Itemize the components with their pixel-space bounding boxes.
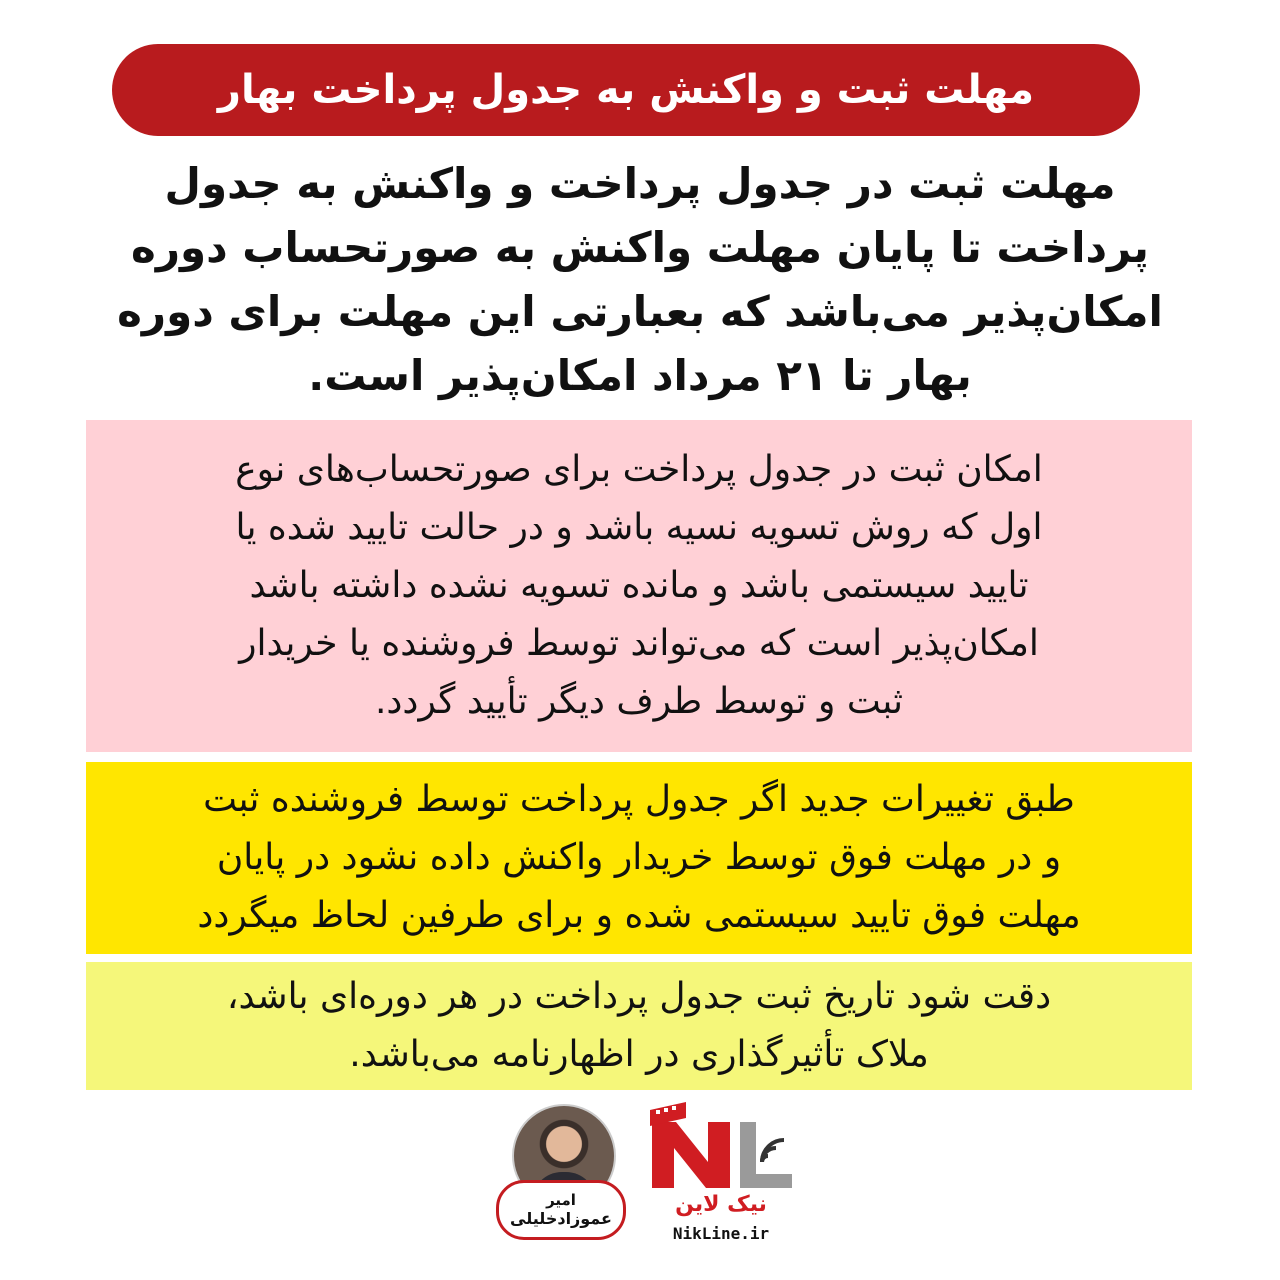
author-badge [496, 1104, 628, 1244]
yellow-note-line: و در مهلت فوق توسط خریدار واکنش داده نشود در پایان [216, 837, 1062, 878]
pink-note-line: اول که روش تسویه نسیه باشد و در حالت تایید شده یا [235, 507, 1043, 548]
light-yellow-note-line: ملاک تأثیرگذاری در اظهارنامه می‌باشد. [349, 1034, 929, 1075]
light-yellow-note-box [86, 962, 1192, 1090]
intro-line: امکان‌پذیر می‌باشد که بعبارتی این مهلت برای دوره [117, 287, 1163, 336]
pink-note-line: امکان ثبت در جدول پرداخت برای صورتحساب‌های نوع [235, 449, 1043, 490]
nikline-logo [646, 1100, 796, 1250]
pink-note-line: ثبت و توسط طرف دیگر تأیید گردد. [374, 681, 904, 722]
yellow-note-line: مهلت فوق تایید سیستمی شده و برای طرفین لحاظ میگردد [197, 895, 1081, 936]
logo-name-en: NikLine.ir [672, 1224, 770, 1243]
author-name-tag [496, 1180, 626, 1240]
pink-note-line: امکان‌پذیر است که می‌تواند توسط فروشنده یا خریدار [239, 623, 1039, 664]
page-title: مهلت ثبت و واکنش به جدول پرداخت بهار [217, 67, 1035, 113]
intro-paragraph [90, 152, 1190, 414]
pink-note-box [86, 420, 1192, 752]
author-first-name: امیر [546, 1190, 576, 1209]
intro-line: پرداخت تا پایان مهلت واکنش به صورتحساب دوره [131, 223, 1149, 272]
pink-note-line: تایید سیستمی باشد و مانده تسویه نشده داشته باشد [249, 565, 1029, 606]
intro-line: بهار تا ۲۱ مرداد امکان‌پذیر است. [308, 351, 972, 400]
yellow-note-box [86, 762, 1192, 954]
nikline-logo-icon [646, 1100, 796, 1196]
title-banner [112, 44, 1140, 136]
author-last-name: عموزادخلیلی [510, 1208, 612, 1228]
logo-name-fa: نیک لاین [675, 1192, 767, 1217]
yellow-note-line: طبق تغییرات جدید اگر جدول پرداخت توسط فروشنده ثبت [203, 779, 1075, 820]
intro-line: مهلت ثبت در جدول پرداخت و واکنش به جدول [164, 159, 1116, 208]
light-yellow-note-line: دقت شود تاریخ ثبت جدول پرداخت در هر دوره‌ای باشد، [226, 976, 1052, 1017]
